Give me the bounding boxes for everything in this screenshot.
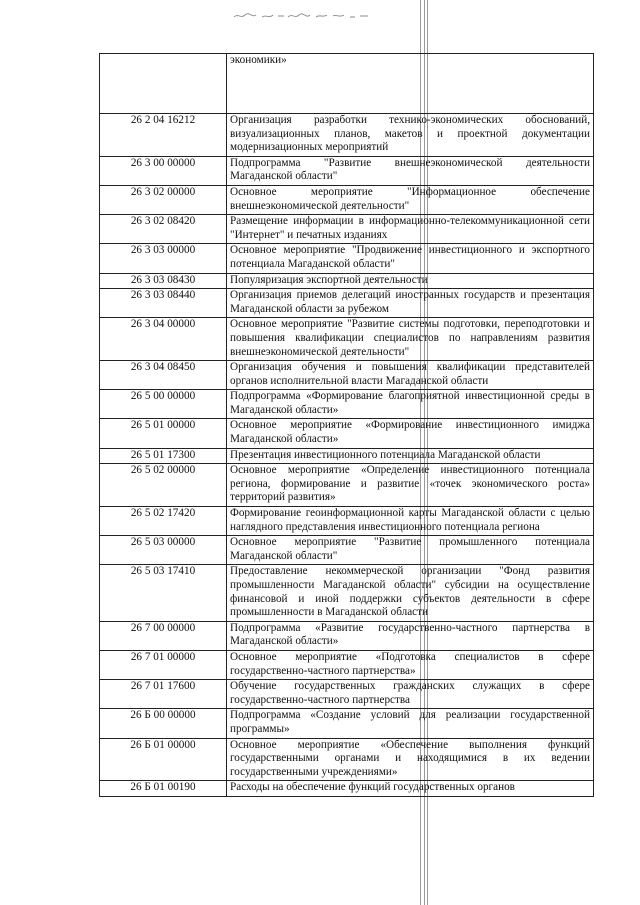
table-row — [100, 464, 594, 507]
description-cell: Популяризация экспортной деятельности — [227, 273, 594, 289]
description-cell: Подпрограмма "Развитие внешнеэкономической деятельности Магаданской области" — [227, 156, 594, 185]
table-row — [100, 621, 594, 650]
description-cell: Основное мероприятие «Формирование инвестиционного имиджа Магаданской области» — [227, 419, 594, 448]
description-cell: Формирование геоинформационной карты Магаданской области с целью наглядного представления инвестиционного потенциала региона — [227, 507, 594, 536]
table-row — [100, 507, 594, 536]
budget-code-cell: 26 3 03 08440 — [100, 289, 227, 318]
description-cell: Размещение информации в информационно-телекоммуникационной сети "Интернет" и печатных изданиях — [227, 215, 594, 244]
description-cell: Подпрограмма «Создание условий для реализации государственной программы» — [227, 709, 594, 738]
budget-code-cell: 26 7 01 00000 — [100, 650, 227, 679]
budget-code-cell: 26 3 04 08450 — [100, 361, 227, 390]
description-cell: экономики» — [227, 54, 594, 114]
description-cell: Организация обучения и повышения квалификации представителей органов исполнительной власти Магаданской области — [227, 361, 594, 390]
description-cell: Основное мероприятие «Подготовка специалистов в сфере государственно-частного партнерства» — [227, 650, 594, 679]
budget-code-cell: 26 5 03 00000 — [100, 536, 227, 565]
description-cell: Организация разработки технико-экономических обоснований, визуализационных планов, макетов и проектной документации модернизационных мероприятий — [227, 114, 594, 157]
table-row — [100, 289, 594, 318]
budget-code-cell: 26 5 02 17420 — [100, 507, 227, 536]
description-cell: Основное мероприятие "Развитие системы подготовки, переподготовки и повышения квалификации специалистов по направлениям развития внешнеэкономической деятельности" — [227, 318, 594, 361]
table-row — [100, 156, 594, 185]
table-row — [100, 781, 594, 797]
budget-code-cell — [100, 54, 227, 114]
table-row — [100, 419, 594, 448]
budget-code-cell: 26 3 00 00000 — [100, 156, 227, 185]
description-cell: Предоставление некоммерческой организации "Фонд развития промышленности Магаданской области" субсидии на осуществление финансовой и иной поддержки субъектов деятельности в сфере промышленности в Магаданской области — [227, 565, 594, 621]
table-row — [100, 565, 594, 621]
budget-code-cell: 26 3 03 08430 — [100, 273, 227, 289]
budget-code-cell: 26 3 03 00000 — [100, 244, 227, 273]
description-cell: Расходы на обеспечение функций государственных органов — [227, 781, 594, 797]
table-row — [100, 709, 594, 738]
description-cell: Основное мероприятие «Определение инвестиционного потенциала региона, формирование и развитие «точек экономического роста» территорий развития» — [227, 464, 594, 507]
description-cell: Основное мероприятие "Продвижение инвестиционного и экспортного потенциала Магаданской области" — [227, 244, 594, 273]
budget-codes-table — [99, 53, 594, 797]
table-row — [100, 361, 594, 390]
table-row — [100, 318, 594, 361]
description-cell: Подпрограмма «Развитие государственно-частного партнерства в Магаданской области» — [227, 621, 594, 650]
budget-code-cell: 26 5 02 00000 — [100, 464, 227, 507]
table-row — [100, 738, 594, 781]
budget-code-cell: 26 7 01 17600 — [100, 680, 227, 709]
budget-code-cell: 26 3 02 08420 — [100, 215, 227, 244]
table-row — [100, 390, 594, 419]
table-row — [100, 536, 594, 565]
description-cell: Основное мероприятие "Развитие промышленного потенциала Магаданской области" — [227, 536, 594, 565]
budget-code-cell: 26 Б 01 00000 — [100, 738, 227, 781]
handwritten-header-scribble — [232, 8, 372, 18]
budget-code-cell: 26 3 04 00000 — [100, 318, 227, 361]
table-row — [100, 650, 594, 679]
table-row — [100, 215, 594, 244]
table-row — [100, 114, 594, 157]
table-row — [100, 273, 594, 289]
budget-code-cell: 26 Б 00 00000 — [100, 709, 227, 738]
budget-code-cell: 26 2 04 16212 — [100, 114, 227, 157]
table-row — [100, 680, 594, 709]
description-cell: Основное мероприятие «Обеспечение выполнения функций государственными органами и находящимися в их ведении государственными учреждениями» — [227, 738, 594, 781]
description-cell: Подпрограмма «Формирование благоприятной инвестиционной среды в Магаданской области» — [227, 390, 594, 419]
table-row — [100, 448, 594, 464]
description-cell: Организация приемов делегаций иностранных государств и презентация Магаданской области за рубежом — [227, 289, 594, 318]
description-cell: Обучение государственных гражданских служащих в сфере государственно-частного партнерства — [227, 680, 594, 709]
budget-code-cell: 26 5 01 00000 — [100, 419, 227, 448]
table-row — [100, 54, 594, 114]
budget-code-cell: 26 5 01 17300 — [100, 448, 227, 464]
table-row — [100, 185, 594, 214]
description-cell: Основное мероприятие "Информационное обеспечение внешнеэкономической деятельности" — [227, 185, 594, 214]
table-row — [100, 244, 594, 273]
budget-code-cell: 26 Б 01 00190 — [100, 781, 227, 797]
budget-code-cell: 26 7 00 00000 — [100, 621, 227, 650]
budget-code-cell: 26 3 02 00000 — [100, 185, 227, 214]
budget-code-cell: 26 5 00 00000 — [100, 390, 227, 419]
budget-code-cell: 26 5 03 17410 — [100, 565, 227, 621]
description-cell: Презентация инвестиционного потенциала Магаданской области — [227, 448, 594, 464]
